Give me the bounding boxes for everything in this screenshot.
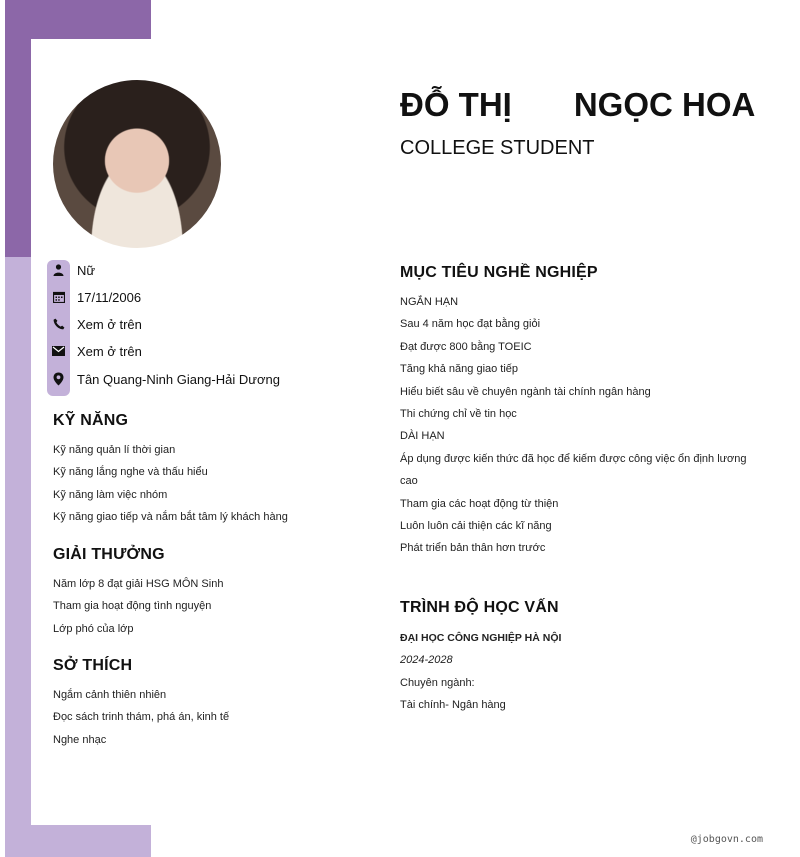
- list-item: Hiểu biết sâu về chuyên ngành tài chính ngân hàng: [400, 385, 651, 398]
- list-item: Áp dụng được kiến thức đã học để kiếm được công việc ổn định lương: [400, 452, 747, 465]
- list-item: Kỹ năng quản lí thời gian: [53, 444, 176, 456]
- full-name: [400, 86, 755, 124]
- awards-list: [53, 573, 223, 640]
- calendar-icon: [51, 290, 66, 305]
- contact-gender-text: Nữ: [77, 262, 96, 278]
- contact-address: [51, 369, 280, 389]
- location-icon: [51, 372, 66, 387]
- education-title: TRÌNH ĐỘ HỌC VẤN: [400, 599, 559, 616]
- contact-birthdate: [51, 287, 142, 307]
- list-item: Tăng khả năng giao tiếp: [400, 363, 519, 376]
- person-icon: [51, 263, 66, 278]
- contact-phone-text: Xem ở trên: [77, 316, 142, 332]
- frame-bottom-bar: [5, 825, 151, 857]
- list-item: Năm lớp 8 đạt giải HSG MÔN Sinh: [53, 578, 224, 590]
- list-item: Thi chứng chỉ về tin học: [400, 407, 517, 420]
- objective-list: [400, 291, 746, 560]
- name-last: NGỌC HOA: [573, 86, 756, 123]
- education-school: ĐẠI HỌC CÔNG NGHIỆP HÀ NỘI: [400, 632, 562, 644]
- objective-title: MỤC TIÊU NGHỀ NGHIỆP: [400, 264, 598, 281]
- watermark: @jobgovn.com: [690, 834, 763, 845]
- education-years: 2024-2028: [400, 654, 453, 667]
- contact-birthdate-text: 17/11/2006: [77, 289, 142, 305]
- list-item: NGẮN HẠN: [400, 296, 459, 308]
- contact-address-text: Tân Quang-Ninh Giang-Hải Dương: [77, 371, 280, 387]
- education-major: Tài chính- Ngân hàng: [400, 699, 506, 712]
- list-item: Đọc sách trinh thám, phá án, kinh tế: [53, 711, 230, 724]
- profile-photo: [53, 80, 221, 248]
- frame-left-bar-light: [5, 257, 31, 857]
- skills-title: KỸ NĂNG: [53, 412, 129, 429]
- list-item: DÀI HẠN: [400, 430, 445, 443]
- phone-icon: [51, 317, 66, 332]
- frame-left-bar-dark: [5, 0, 31, 257]
- list-item: Nghe nhạc: [53, 733, 107, 746]
- list-item: cao: [400, 475, 418, 488]
- contact-email: [51, 341, 142, 361]
- education-list: [400, 627, 561, 717]
- list-item: Tham gia các hoạt động từ thiện: [400, 497, 559, 510]
- contact-gender: [51, 260, 96, 280]
- hobbies-title: SỞ THÍCH: [53, 657, 133, 674]
- list-item: Kỹ năng giao tiếp và nắm bắt tâm lý khách hàng: [53, 511, 288, 524]
- job-title: COLLEGE STUDENT: [400, 137, 595, 159]
- name-first: ĐỖ THỊ: [400, 86, 512, 123]
- contact-email-text: Xem ở trên: [77, 343, 142, 359]
- list-item: Ngắm cảnh thiên nhiên: [53, 689, 167, 701]
- list-item: Kỹ năng làm việc nhóm: [53, 488, 168, 501]
- list-item: Sau 4 năm học đạt bằng giỏi: [400, 318, 541, 331]
- list-item: Kỹ năng lắng nghe và thấu hiểu: [53, 466, 208, 479]
- list-item: Phát triển bản thân hơn trước: [400, 542, 546, 555]
- list-item: Luôn luôn cải thiện các kĩ năng: [400, 519, 552, 532]
- list-item: Lớp phó của lớp: [53, 622, 134, 635]
- list-item: Tham gia hoạt động tình nguyện: [53, 600, 212, 613]
- list-item: Đạt được 800 bằng TOEIC: [400, 340, 532, 353]
- mail-icon: [51, 344, 66, 359]
- contact-phone: [51, 314, 142, 334]
- hobbies-list: [53, 684, 229, 751]
- awards-title: GIẢI THƯỞNG: [53, 546, 165, 563]
- education-major-label: Chuyên ngành:: [400, 676, 475, 689]
- skills-list: [53, 439, 288, 529]
